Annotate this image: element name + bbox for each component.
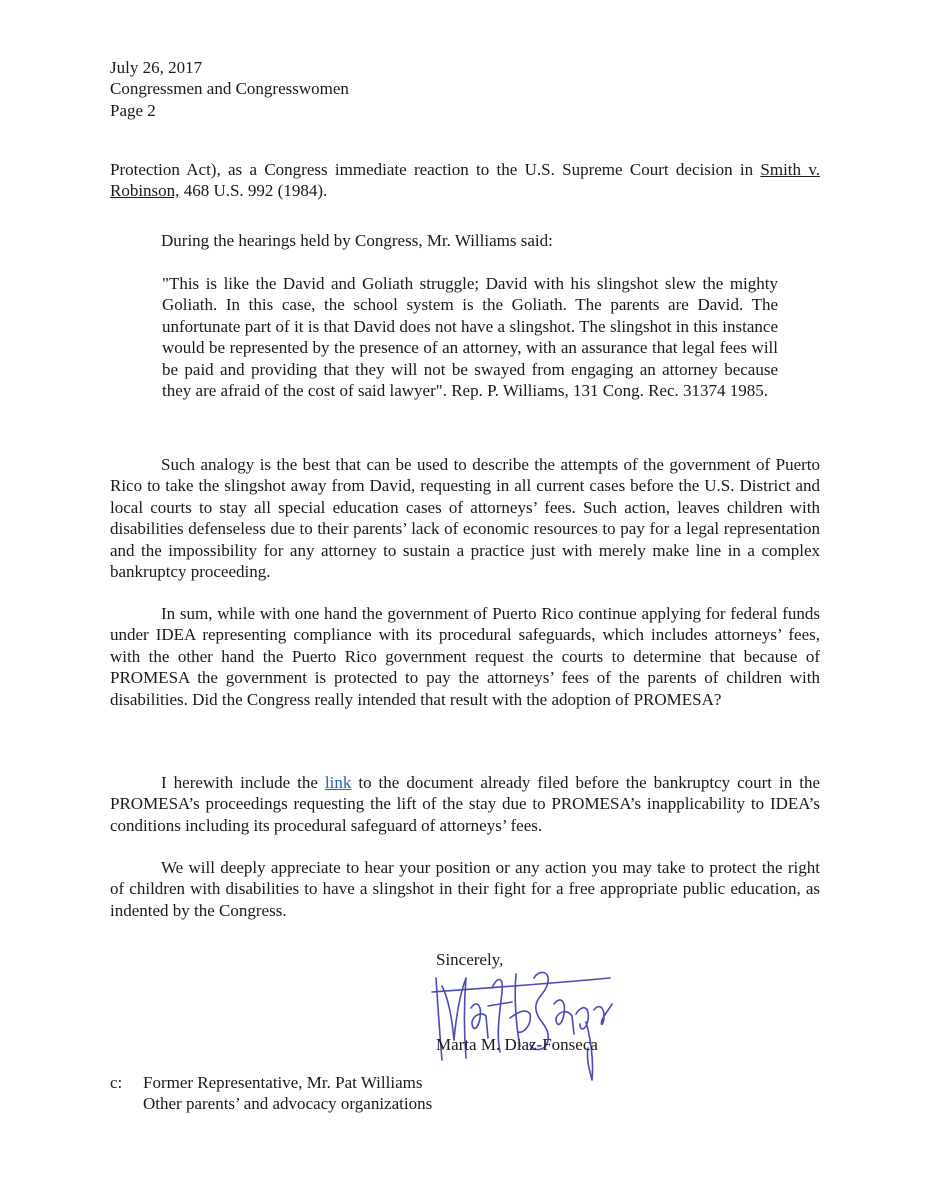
williams-quote: "This is like the David and Goliath struggle; David with his slingshot slew the mighty Goliath. In this case, the school system is the Goliath. The parents are David. The unfortunate part of it is that David does not have a slingshot. The slingshot in this instance would be represented by the presence of an attorney, with an assurance that legal fees will be paid and providing that they will not be swayed from engaging an attorney because they are afraid of the cost of said lawyer". Rep. P. Williams, 131 Cong. Rec. 31374 1985. bbox=[162, 274, 778, 401]
case-citation: Smith v. Robinson, bbox=[110, 160, 820, 201]
lead-in-paragraph: During the hearings held by Congress, Mr. Williams said: bbox=[161, 231, 553, 250]
letter-header bbox=[110, 57, 349, 121]
closing-salutation: Sincerely, bbox=[436, 950, 504, 969]
handwritten-signature bbox=[426, 948, 616, 1088]
link-text-after: to the document already filed before the bankruptcy court in the PROMESA’s proceedings requesting the lift of the stay due to PROMESA’s inapplicability to IDEA’s conditions including its procedural safeguard of attorneys’ fees. bbox=[110, 773, 821, 835]
cc-label: c: bbox=[110, 1073, 123, 1092]
link-text-before: I herewith include the bbox=[161, 773, 325, 792]
letter-recipients: Congressmen and Congresswomen bbox=[110, 79, 349, 99]
page-number: Page 2 bbox=[110, 100, 156, 120]
intro-text-before: Protection Act), as a Congress immediate reaction to the U.S. Supreme Court decision in bbox=[110, 160, 761, 179]
intro-paragraph bbox=[110, 159, 820, 202]
intro-text-after: 468 U.S. 992 (1984). bbox=[179, 181, 328, 201]
letter-date: July 26, 2017 bbox=[110, 58, 203, 77]
cc-row-1 bbox=[110, 1072, 432, 1093]
cc-recipient-1: Former Representative, Mr. Pat Williams bbox=[143, 1073, 423, 1092]
carbon-copy-section bbox=[110, 1072, 432, 1115]
signer-name: Marta M. Diaz-Fonseca bbox=[436, 1035, 598, 1054]
cc-row-2 bbox=[110, 1093, 432, 1114]
document-link[interactable]: link bbox=[324, 773, 352, 792]
analogy-paragraph: Such analogy is the best that can be used to describe the attempts of the government of Puerto Rico to take the slingshot away from David, requesting in all current cases before the U.S. District and local courts to stay all special education cases of attorneys’ fees. Such action, leaves children with disabilities defenseless due to their parents’ lack of economic resources to pay for a legal representation and the impossibility for any attorney to sustain a practice just with merely make line in a complex bankruptcy proceeding. bbox=[110, 455, 820, 582]
sum-paragraph: In sum, while with one hand the government of Puerto Rico continue applying for federal funds under IDEA representing compliance with its procedural safeguards, which includes attorneys’ fees, with the other hand the Puerto Rico government request the courts to determine that because of PROMESA the government is protected to pay the attorneys’ fees of the parents of children with disabilities. Did the Congress really intended that result with the adoption of PROMESA? bbox=[110, 604, 820, 709]
cc-recipient-2: Other parents’ and advocacy organizations bbox=[143, 1094, 433, 1114]
appreciation-paragraph: We will deeply appreciate to hear your position or any action you may take to protect the right of children with disabilities to have a slingshot in their fight for a free appropriate public education, as indented by the Congress. bbox=[110, 858, 820, 920]
link-paragraph bbox=[110, 772, 820, 836]
